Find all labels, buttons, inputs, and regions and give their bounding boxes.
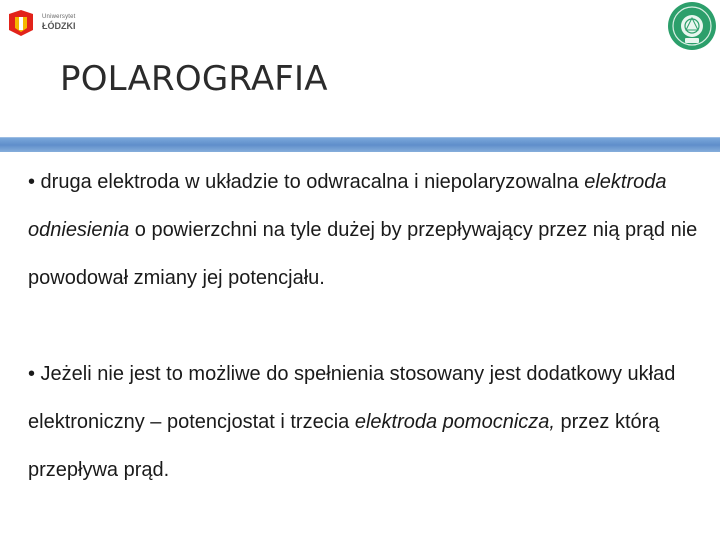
paragraph-2-text-end: przez którą przepływa prąd. <box>28 411 660 481</box>
faculty-logo <box>666 0 718 52</box>
title-divider <box>0 137 720 152</box>
page-title: POLAROGRAFIA <box>60 59 328 99</box>
university-logo <box>6 8 84 38</box>
term-auxiliary-electrode: elektroda pomocnicza, <box>354 411 555 433</box>
paragraph-1-text-start: • druga elektroda w układzie to odwracalna i niepolaryzowalna <box>28 171 585 193</box>
bullet-paragraph-2 <box>28 350 698 494</box>
paragraph-1-text-end: o powierzchni na tyle dużej by przepływający przez nią prąd nie powodował zmiany jej potencjału. <box>28 219 698 289</box>
bullet-paragraph-1 <box>28 158 698 302</box>
university-logo-icon <box>6 8 36 38</box>
slide-body <box>28 158 698 494</box>
term-reference-electrode: elektroda odniesienia <box>28 171 667 241</box>
university-name-line2: ŁÓDZKI <box>42 21 76 31</box>
paragraph-2-text-start: • Jeżeli nie jest to możliwe do spełnienia stosowany jest dodatkowy układ elektroniczny – potencjostat i trzecia <box>28 363 676 433</box>
university-name-line1: Uniwersytet <box>42 14 76 20</box>
faculty-seal-icon <box>666 0 718 52</box>
